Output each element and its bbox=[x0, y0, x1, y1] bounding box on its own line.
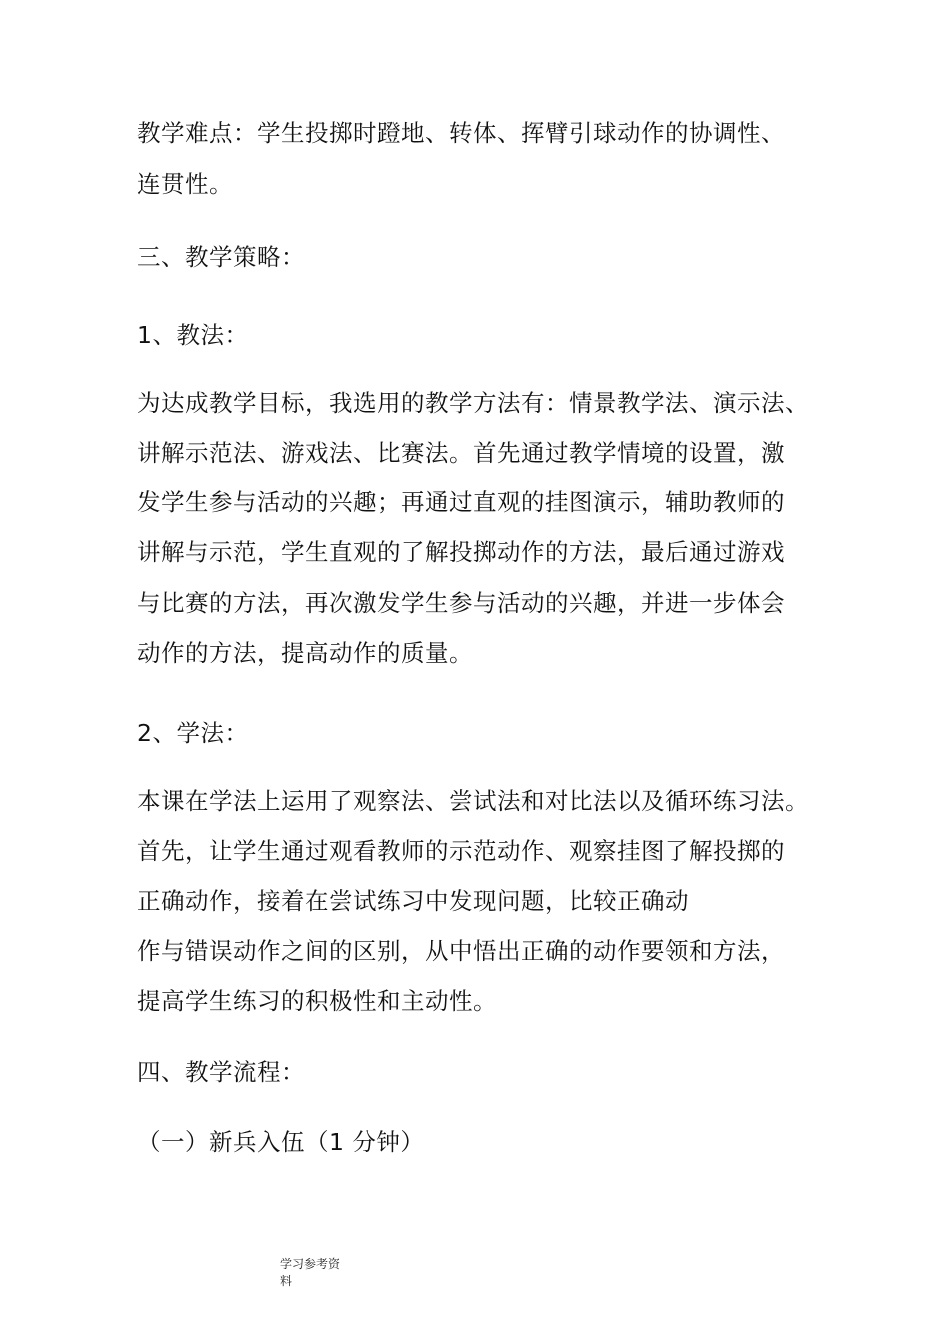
section-heading: 三、教学策略： bbox=[137, 243, 305, 271]
section-heading: 四、教学流程： bbox=[137, 1058, 305, 1086]
text-line: 正确动作，接着在尝试练习中发现问题，比较正确动 bbox=[137, 887, 689, 915]
text-line: 讲解与示范，学生直观的了解投掷动作的方法，最后通过游戏 bbox=[137, 538, 785, 566]
text-line: 本课在学法上运用了观察法、尝试法和对比法以及循环练习法。 bbox=[137, 787, 809, 815]
text-line: 提高学生练习的积极性和主动性。 bbox=[137, 987, 497, 1015]
subsection-heading: 2、学法： bbox=[137, 719, 249, 747]
text-line: 与比赛的方法，再次激发学生参与活动的兴趣，并进一步体会 bbox=[137, 589, 785, 617]
subsection-heading: （一）新兵入伍（1 分钟） bbox=[137, 1128, 425, 1156]
subsection-heading: 1、教法： bbox=[137, 321, 249, 349]
text-line: 首先，让学生通过观看教师的示范动作、观察挂图了解投掷的 bbox=[137, 837, 785, 865]
text-line: 讲解示范法、游戏法、比赛法。首先通过教学情境的设置，激 bbox=[137, 439, 785, 467]
text-line: 作与错误动作之间的区别，从中悟出正确的动作要领和方法， bbox=[137, 937, 785, 965]
text-line: 发学生参与活动的兴趣；再通过直观的挂图演示，辅助教师的 bbox=[137, 488, 785, 516]
text-line: 为达成教学目标，我选用的教学方法有：情景教学法、演示法、 bbox=[137, 389, 809, 417]
text-line: 教学难点：学生投掷时蹬地、转体、挥臂引球动作的协调性、 bbox=[137, 119, 785, 147]
footer-text: 学习参考资 bbox=[280, 1257, 341, 1271]
footer-text: 料 bbox=[280, 1274, 293, 1288]
text-line: 动作的方法，提高动作的质量。 bbox=[137, 639, 473, 667]
text-line: 连贯性。 bbox=[137, 170, 233, 198]
